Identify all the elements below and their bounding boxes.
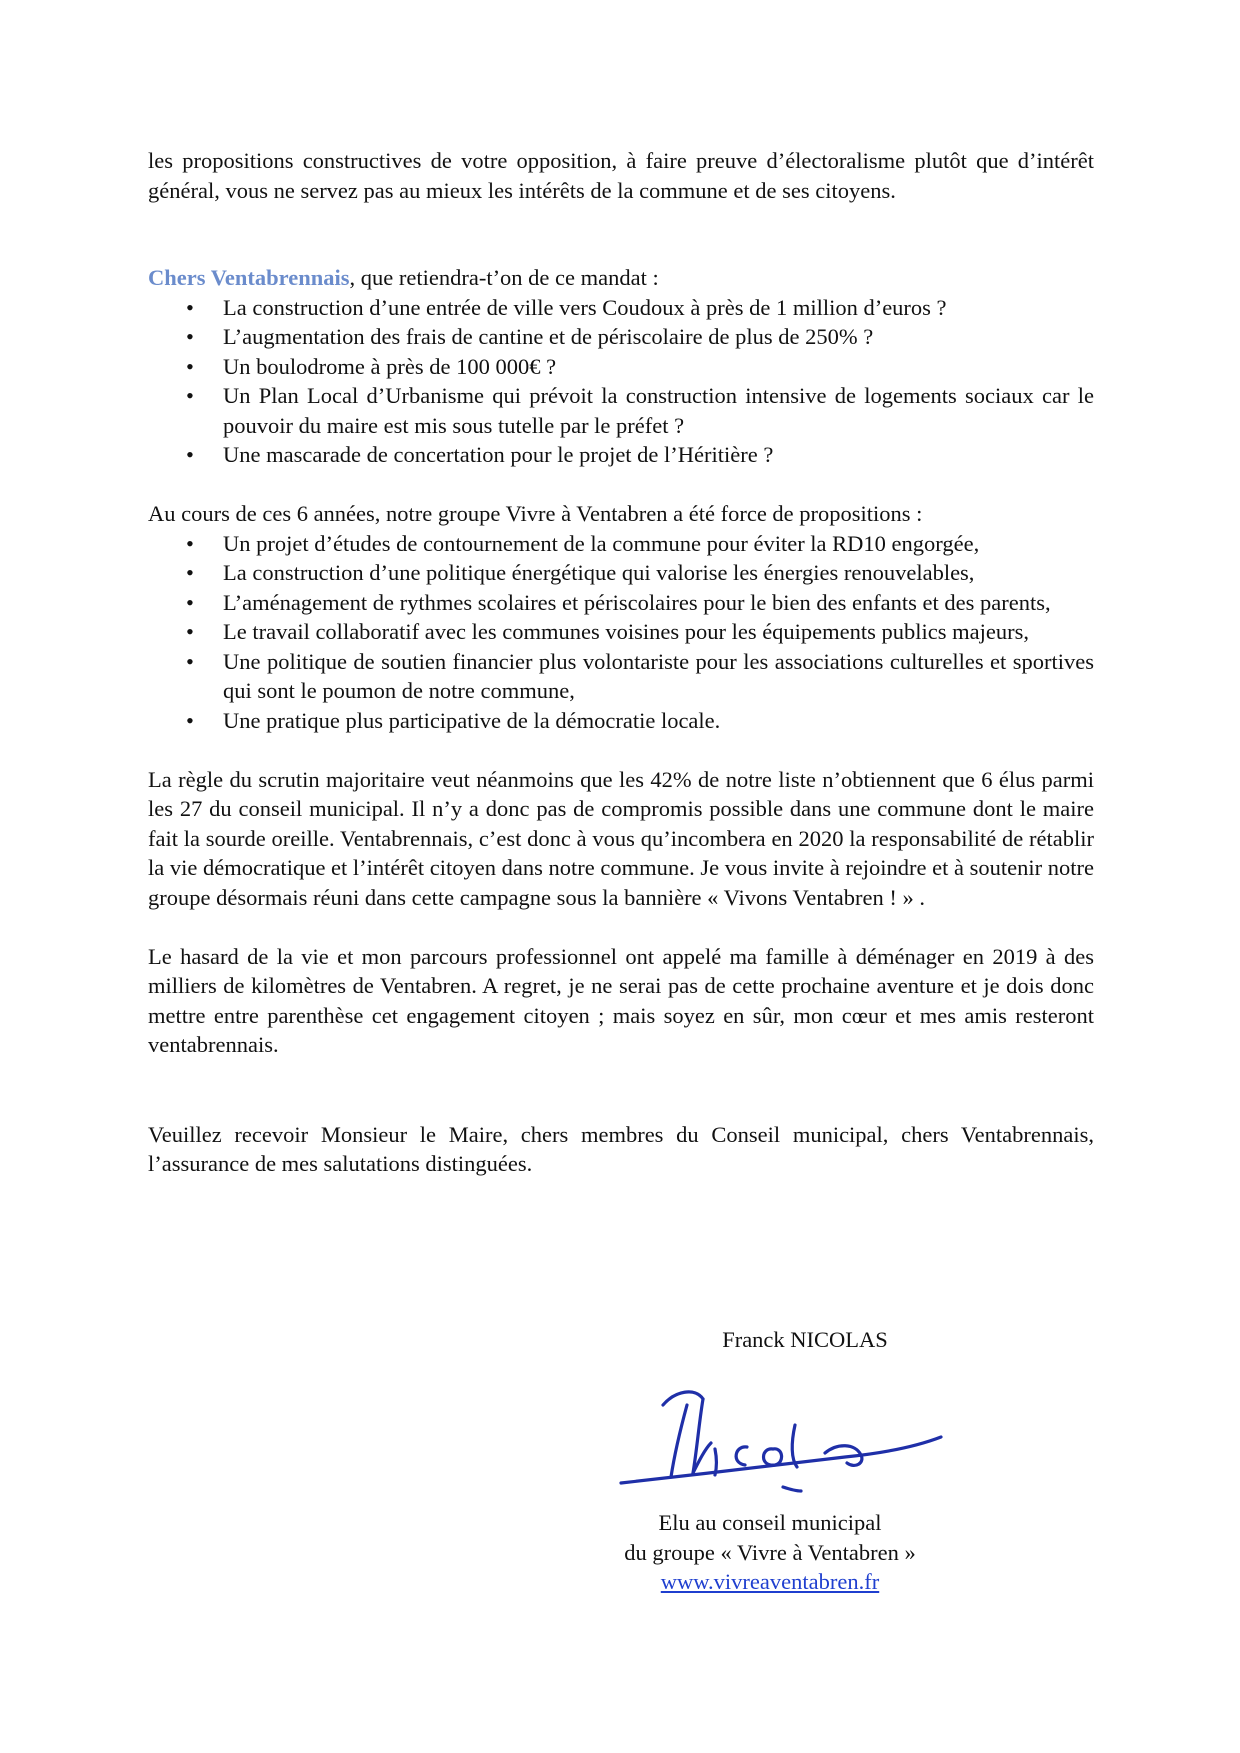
list-item-text: Une pratique plus participative de la démocratie locale. (223, 707, 721, 733)
list-item-text: L’augmentation des frais de cantine et de périscolaire de plus de 250% ? (223, 324, 874, 349)
list-item-text: Le travail collaboratif avec les communes voisines pour les équipements publics majeurs, (223, 619, 1030, 644)
list-item (148, 352, 1094, 382)
list-item (148, 381, 1094, 440)
bullet-icon: • (186, 648, 194, 674)
closing-paragraph: Veuillez recevoir Monsieur le Maire, chers membres du Conseil municipal, chers Ventabrennais, l’assurance de mes salutations distinguées. (148, 1121, 1094, 1176)
website-link[interactable]: www.vivreaventabren.fr (660, 1569, 880, 1594)
bullet-icon: • (186, 442, 194, 467)
handwritten-signature (615, 1365, 945, 1505)
role-line-1: Elu au conseil municipal (658, 1510, 882, 1535)
bullet-icon: • (186, 619, 194, 644)
signer-name: Franck NICOLAS (722, 1327, 888, 1352)
list-item-text: Une mascarade de concertation pour le projet de l’Héritière ? (223, 442, 774, 467)
mandate-list (148, 293, 1094, 470)
role-line-2: du groupe « Vivre à Ventabren » (624, 1539, 916, 1565)
list-item (148, 617, 1094, 647)
list-item-text: Un projet d’études de contournement de la commune pour éviter la RD10 engorgée, (223, 530, 980, 556)
bullet-icon: • (186, 560, 194, 585)
list-item (148, 647, 1094, 706)
list-item (148, 558, 1094, 588)
proposals-list (148, 529, 1094, 736)
list-item (148, 440, 1094, 470)
list-item (148, 293, 1094, 323)
bullet-icon: • (186, 383, 194, 408)
bullet-icon: • (186, 589, 194, 615)
list-item-text: Une politique de soutien financier plus volontariste pour les associations culturelles et sportives qui sont le poumon de notre commune, (223, 648, 1094, 703)
proposals-lead: Au cours de ces 6 années, notre groupe Vivre à Ventabren a été force de propositions : (148, 501, 923, 526)
list-item (148, 322, 1094, 352)
list-item (148, 706, 1094, 736)
list-item (148, 588, 1094, 618)
mandate-lead (148, 263, 1094, 293)
list-item (148, 529, 1094, 559)
mandate-lead-text: , que retiendra-t’on de ce mandat : (349, 265, 659, 290)
bullet-icon: • (186, 294, 194, 320)
bullet-icon: • (186, 707, 194, 733)
list-item-text: Un Plan Local d’Urbanisme qui prévoit la construction intensive de logements sociaux car le pouvoir du maire est mis sous tutelle par le préfet ? (223, 383, 1094, 438)
intro-paragraph: les propositions constructives de votre opposition, à faire preuve d’électoralisme plutôt que d’intérêt général, vous ne servez pas au mieux les intérêts de la commune et de ses citoyens. (148, 148, 1094, 203)
list-item-text: La construction d’une entrée de ville vers Coudoux à près de 1 million d’euros ? (223, 294, 947, 320)
signer-name-block (560, 1325, 1010, 1355)
scrutin-paragraph: La règle du scrutin majoritaire veut néanmoins que les 42% de notre liste n’obtiennent que 6 élus parmi les 27 du conseil municipal. Il n’y a donc pas de compromis possible dans une commune dont le maire fait la sourde oreille. Ventabrennais, c’est donc à vous qu’incombera en 2020 la responsabilité de rétablir la vie démocratique et l’intérêt citoyen dans notre commune. Je vous invite à rejoindre et à soutenir notre groupe désormais réuni dans cette campagne sous la bannière « Vivons Ventabren ! » . (148, 766, 1094, 910)
greeting-ventabrennais: Chers Ventabrennais (148, 265, 350, 290)
letter-body (148, 146, 1094, 1179)
list-item-text: La construction d’une politique énergétique qui valorise les énergies renouvelables, (223, 560, 975, 585)
bullet-icon: • (186, 353, 194, 379)
personal-paragraph: Le hasard de la vie et mon parcours professionnel ont appelé ma famille à déménager en 2019 à des milliers de kilomètres de Ventabren. A regret, je ne serai pas de cette prochaine aventure et je dois donc mettre entre parenthèse cet engagement citoyen ; mais soyez en sûr, mon cœur et mes amis resteront ventabrennais. (148, 943, 1094, 1057)
signer-role-block (560, 1508, 980, 1597)
list-item-text: Un boulodrome à près de 100 000€ ? (223, 353, 557, 379)
bullet-icon: • (186, 530, 194, 556)
bullet-icon: • (186, 324, 194, 349)
list-item-text: L’aménagement de rythmes scolaires et périscolaires pour le bien des enfants et des parents, (223, 589, 1051, 615)
